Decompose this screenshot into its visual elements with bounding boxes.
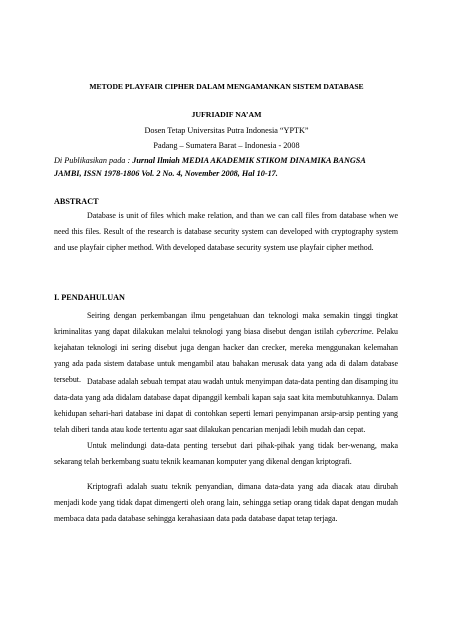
author-name: JUFRIADIF NA’AM: [191, 110, 262, 119]
publication-journal: Jurnal Ilmiah MEDIA AKADEMIK STIKOM DINAMIKA BANGSA: [132, 156, 366, 165]
publication-prefix: Di Publikasikan pada :: [54, 156, 133, 165]
paragraph-1-after: . Pelaku kejahatan teknologi ini sering disebut juga dengan hacker dan crecker, mereka menggunakan kelemahan yang ada pada sistem database untuk mengambil atau bahakan merusak data yang ada di dalam database tersebut.: [54, 327, 399, 385]
abstract-heading: ABSTRACT: [54, 197, 99, 206]
author-location: Padang – Sumatera Barat – Indonesia - 2008: [153, 141, 300, 150]
paragraph-2: Database adalah sebuah tempat atau wadah untuk menyimpan data-data penting dan disamping itu data-data yang ada didalam database dapat dipanggil kembali kapan saja saat kita membutuhkannya. Dalam kehidupan sehari-hari database ini dapat di contohkan seperti lemari penyimpanan arsip-arsip penting yang telah diberi tanda atau kode tertentu agar saat dilakukan pencarian menjadi lebih mudah dan cepat.: [54, 377, 398, 435]
publication-line-2: JAMBI, ISSN 1978-1806 Vol. 2 No. 4, November 2008, Hal 10-17.: [54, 169, 278, 178]
cybercrime-term: cybercrime: [336, 327, 372, 337]
section-heading-pendahuluan: I. PENDAHULUAN: [54, 293, 125, 302]
paragraph-4: Kriptografi adalah suatu teknik penyandian, dimana data-data yang ada diacak atau dirubah menjadi kode yang tidak dapat dimengerti oleh orang lain, sehingga setiap orang tidak dapat dengan mudah membaca data pada database sehingga kerahasiaan data pada database dapat tetap terjaga.: [54, 482, 398, 524]
paper-title: METODE PLAYFAIR CIPHER DALAM MENGAMANKAN SISTEM DATABASE: [89, 82, 364, 91]
paragraph-3: Untuk melindungi data-data penting tersebut dari pihak-pihak yang tidak ber-wenang, maka sekarang telah berkembang suatu teknik keamanan komputer yang dikenal dengan kriptografi.: [54, 441, 398, 467]
author-affiliation: Dosen Tetap Universitas Putra Indonesia “YPTK”: [144, 126, 309, 135]
paragraph-1-before: Seiring dengan perkembangan ilmu pengetahuan dan teknologi maka semakin tinggi tingkat kriminalitas yang dapat dilakukan melalui teknologi yang biasa disebut dengan istilah: [54, 311, 398, 337]
publication-line-1: [54, 156, 366, 166]
abstract-text: Database is unit of files which make relation, and than we can call files from database when we need this files. Result of the research is database security system can developed with cryptography system and use playfair cipher method. With developed database security system use playfair cipher method.: [54, 211, 398, 253]
